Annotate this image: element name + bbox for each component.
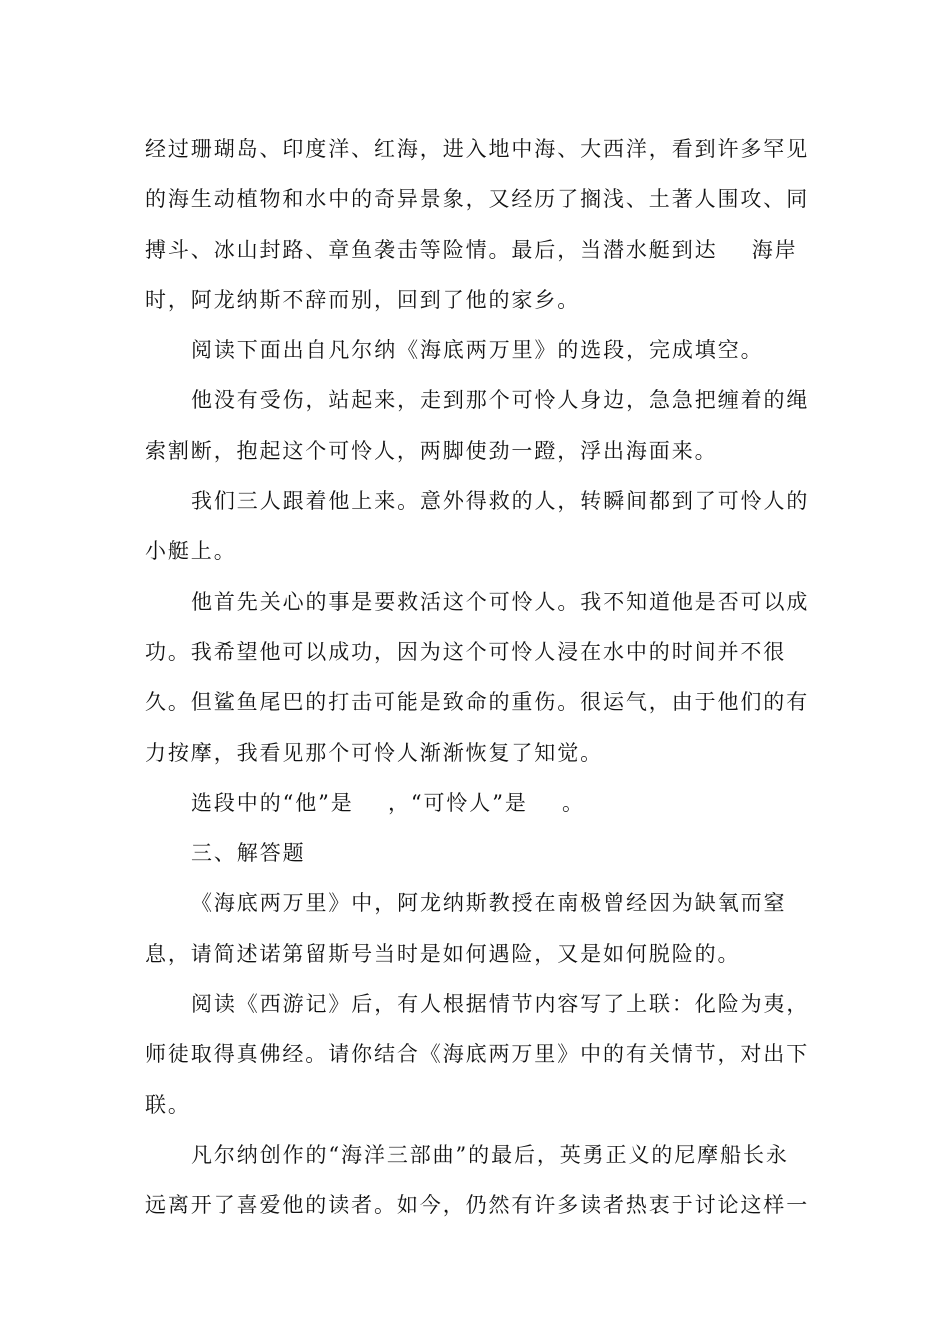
text-line: 阅读下面出自凡尔纳《海底两万里》的选段，完成填空。 (191, 338, 764, 363)
text-line: 师徒取得真佛经。请你结合《海底两万里》中的有关情节，对出下 (145, 1042, 810, 1067)
text-line: 力按摩，我看见那个可怜人渐渐恢复了知觉。 (145, 740, 603, 765)
text-line: 功。我希望他可以成功，因为这个可怜人浸在水中的时间并不很 (145, 639, 787, 664)
text-line: 时，阿龙纳斯不辞而别，回到了他的家乡。 (145, 287, 581, 312)
text-line: 索割断，抱起这个可怜人，两脚使劲一蹬，浮出海面来。 (145, 438, 718, 463)
text-line: 经过珊瑚岛、印度洋、红海，进入地中海、大西洋，看到许多罕见 (145, 137, 810, 161)
fill-in-question: 选段中的“他”是 ，“可怜人”是 。 (191, 790, 585, 815)
text-line: 他没有受伤，站起来，走到那个可怜人身边，急急把缠着的绳 (191, 388, 810, 413)
text-line: 联。 (145, 1092, 191, 1117)
section-heading: 三、解答题 (191, 841, 306, 866)
text-line: 小艇上。 (145, 539, 237, 564)
text-line: 的海生动植物和水中的奇异景象，又经历了搁浅、土著人围攻、同 (145, 187, 810, 212)
text-line: 远离开了喜爱他的读者。如今，仍然有许多读者热衷于讨论这样一 (145, 1193, 810, 1218)
text-line: 我们三人跟着他上来。意外得救的人，转瞬间都到了可怜人的 (191, 489, 810, 514)
document-body (145, 124, 810, 1231)
text-line: 息，请简述诺第留斯号当时是如何遇险，又是如何脱险的。 (145, 941, 741, 966)
text-line: 阅读《西游记》后，有人根据情节内容写了上联：化险为夷， (191, 992, 810, 1017)
text-line: 搏斗、冰山封路、章鱼袭击等险情。最后，当潜水艇到达 海岸 (145, 237, 798, 262)
text-line: 凡尔纳创作的“海洋三部曲”的最后，英勇正义的尼摩船长永 (191, 1142, 789, 1167)
text-line: 久。但鲨鱼尾巴的打击可能是致命的重伤。很运气，由于他们的有 (145, 690, 810, 715)
text-line: 他首先关心的事是要救活这个可怜人。我不知道他是否可以成 (191, 589, 810, 614)
text-line: 《海底两万里》中，阿龙纳斯教授在南极曾经因为缺氧而窒 (191, 891, 787, 916)
